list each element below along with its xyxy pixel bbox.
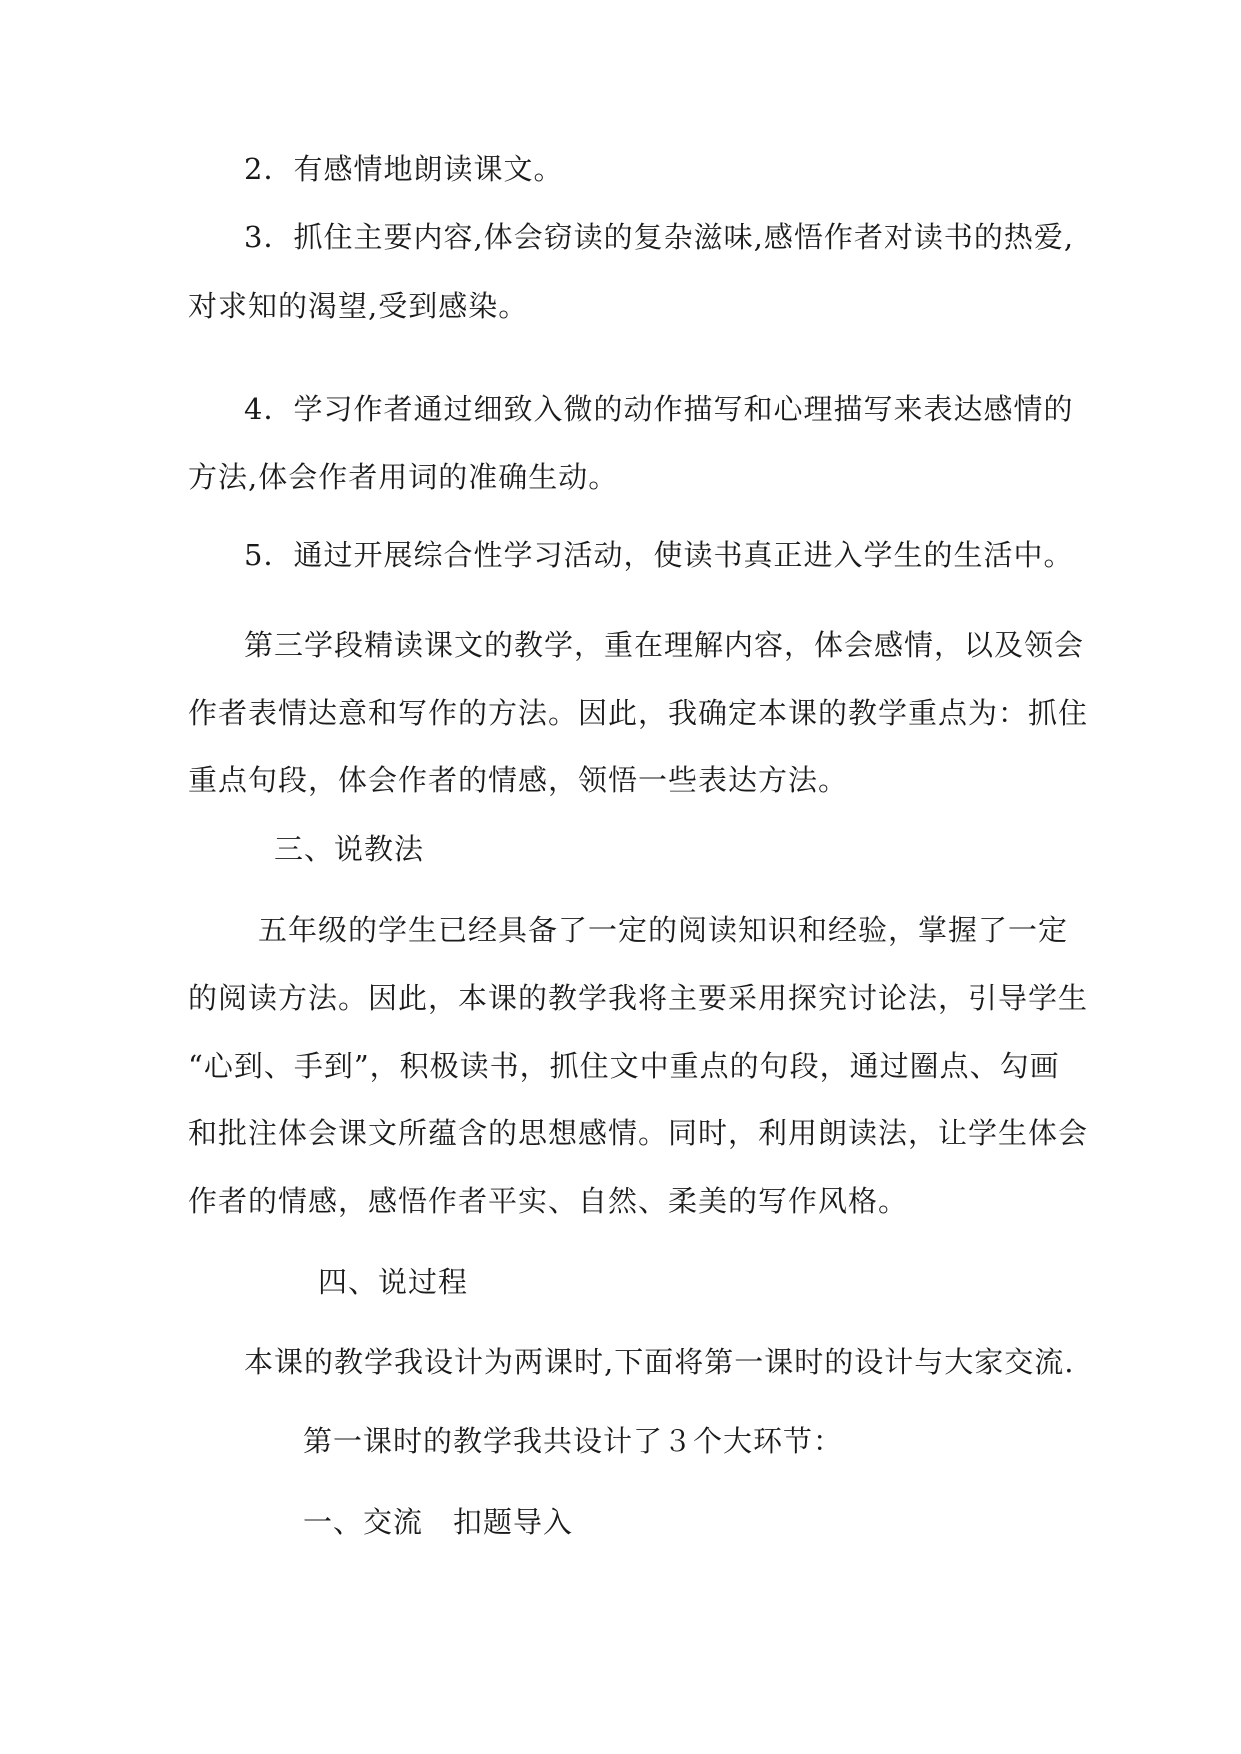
process-stages-intro: 第一课时的教学我共设计了３个大环节： bbox=[303, 1424, 844, 1458]
focus-paragraph-line-2: 作者表情达意和写作的方法。因此，我确定本课的教学重点为：抓住 bbox=[188, 696, 1089, 730]
method-paragraph-line-4: 和批注体会课文所蕴含的思想感情。同时，利用朗读法，让学生体会 bbox=[188, 1116, 1089, 1150]
focus-paragraph-line-3: 重点句段，体会作者的情感，领悟一些表达方法。 bbox=[188, 763, 849, 797]
section-heading-process: 四、说过程 bbox=[318, 1265, 469, 1299]
objective-2: 2．有感情地朗读课文。 bbox=[244, 152, 564, 186]
method-paragraph-line-3: “心到、手到”，积极读书，抓住文中重点的句段，通过圈点、勾画 bbox=[188, 1049, 1060, 1083]
process-intro: 本课的教学我设计为两课时,下面将第一课时的设计与大家交流. bbox=[244, 1345, 1075, 1379]
method-paragraph-line-1: 五年级的学生已经具备了一定的阅读知识和经验，掌握了一定 bbox=[258, 913, 1069, 947]
objective-3-line-2: 对求知的渴望,受到感染。 bbox=[188, 289, 529, 323]
objective-4-line-2: 方法,体会作者用词的准确生动。 bbox=[188, 460, 619, 494]
section-heading-teaching-method: 三、说教法 bbox=[274, 832, 425, 866]
objective-5: 5．通过开展综合性学习活动，使读书真正进入学生的生活中。 bbox=[244, 538, 1074, 572]
method-paragraph-line-5: 作者的情感，感悟作者平实、自然、柔美的写作风格。 bbox=[188, 1184, 909, 1218]
objective-4-line-1: 4．学习作者通过细致入微的动作描写和心理描写来表达感情的 bbox=[244, 392, 1074, 426]
method-paragraph-line-2: 的阅读方法。因此，本课的教学我将主要采用探究讨论法，引导学生 bbox=[188, 981, 1089, 1015]
objective-3-line-1: 3．抓住主要内容,体会窃读的复杂滋味,感悟作者对读书的热爱, bbox=[244, 220, 1075, 254]
focus-paragraph-line-1: 第三学段精读课文的教学，重在理解内容，体会感情，以及领会 bbox=[244, 628, 1085, 662]
stage-1-heading: 一、交流 扣题导入 bbox=[303, 1505, 574, 1539]
